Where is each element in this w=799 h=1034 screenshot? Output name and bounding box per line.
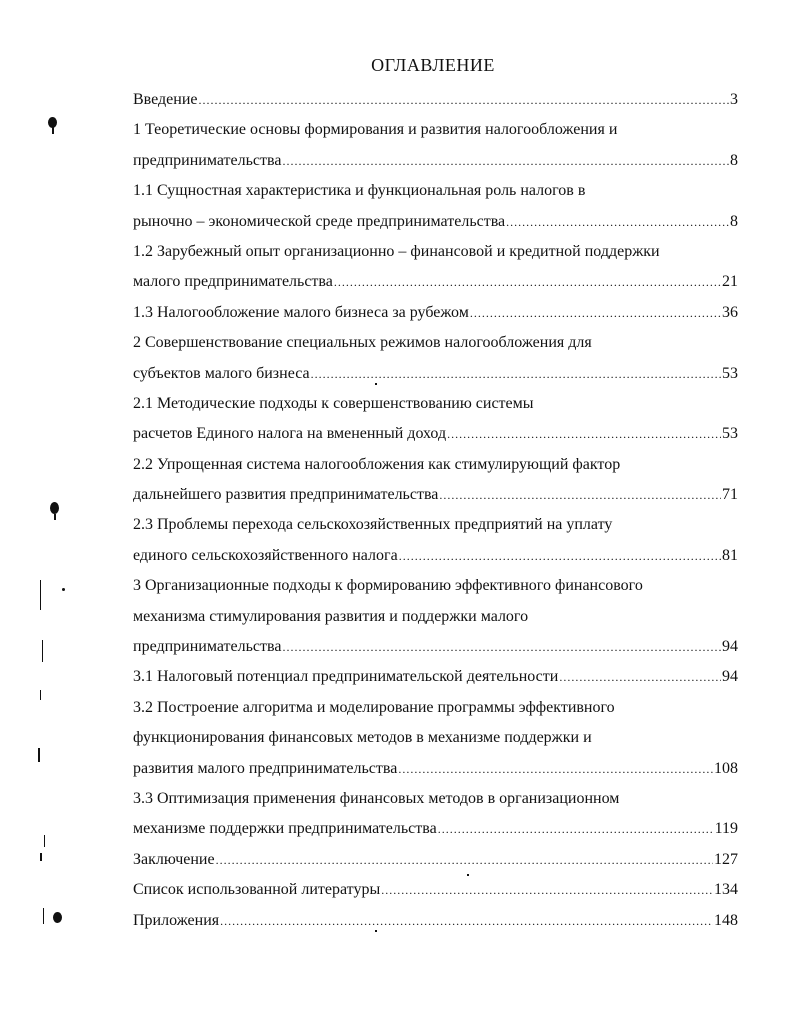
toc-entry-line [133,450,738,480]
toc-entry-line [133,571,738,601]
scan-mark [53,912,62,923]
toc-page-number: 108 [714,759,738,777]
toc-page-number: 148 [714,911,738,929]
toc-entry-text: субъектов малого бизнеса [133,364,310,382]
toc-entry-line [133,207,738,237]
toc-entry-line [133,298,738,328]
toc-page-number: 134 [714,881,738,899]
scan-mark [40,580,41,610]
toc-entry-text: Приложения [133,911,220,929]
scan-mark [40,690,41,700]
dot-leader [381,875,713,905]
toc-entry-text: 2.3 Проблемы перехода сельскохозяйственных предприятий на уплату [133,516,613,534]
toc-entry-text: 3.1 Налоговый потенциал предпринимательской деятельности [133,668,559,686]
toc-page-number: 8 [730,151,738,169]
toc-entry-text: 2.1 Методические подходы к совершенствованию системы [133,394,534,412]
toc-entry-line [133,146,738,176]
toc-entry-line [133,906,738,936]
dot-leader [334,267,721,297]
scan-mark [375,930,377,932]
scan-mark [42,640,43,662]
toc-page-number: 94 [722,638,738,656]
toc-entry-line [133,419,738,449]
toc-page-number: 8 [730,212,738,230]
toc-entry-text: предпринимательства [133,151,282,169]
toc-entry-line [133,267,738,297]
toc-entry-text: 3.3 Оптимизация применения финансовых методов в организационном [133,789,620,807]
scan-mark [54,514,56,520]
toc-entry-text: рыночно – экономической среде предпринимательства [133,212,506,230]
dot-leader [398,754,713,784]
dot-leader [470,298,721,328]
toc-entry-text: 1.1 Сущностная характеристика и функциональная роль налогов в [133,182,586,200]
toc-entry-text: 1.2 Зарубежный опыт организационно – финансовой и кредитной поддержки [133,242,660,260]
scan-mark [62,588,65,591]
toc-entry-line [133,662,738,692]
toc-entry-line [133,754,738,784]
toc-entry-text: малого предпринимательства [133,273,333,291]
toc-entry-line [133,115,738,145]
scan-mark [50,502,59,514]
toc-entry-text: развития малого предпринимательства [133,759,398,777]
scan-mark [44,835,45,847]
scan-mark [375,383,377,385]
toc-entry-line [133,845,738,875]
toc-entry-line [133,632,738,662]
scan-mark [52,127,54,134]
dot-leader [438,814,714,844]
dot-leader [439,480,721,510]
scan-mark [40,853,42,861]
dot-leader [559,662,721,692]
toc-page-number: 3 [730,91,738,108]
toc-page-number: 36 [722,303,738,321]
toc-entry-text: 2 Совершенствование специальных режимов налогообложения для [133,334,592,352]
toc-page-number: 127 [714,850,738,868]
toc-entry-text: 1.3 Налогообложение малого бизнеса за рубежом [133,303,469,321]
toc-page-number: 53 [722,364,738,382]
dot-leader [282,146,729,176]
toc-entry-text: 1 Теоретические основы формирования и развития налогообложения и [133,121,618,139]
dot-leader [220,906,713,936]
toc-entry-line [133,359,738,389]
toc-entry-text: единого сельскохозяйственного налога [133,546,398,564]
toc-entry-text: 3.2 Построение алгоритма и моделирование программы эффективного [133,698,615,716]
dot-leader [216,845,713,875]
toc-page-number: 53 [722,425,738,443]
toc-title: ОГЛАВЛЕНИЕ [371,55,495,75]
toc-entry-text: расчетов Единого налога на вмененный доход [133,425,447,443]
toc-entry-line [133,176,738,206]
toc-entry-line [133,85,738,115]
toc-entry-text: 2.2 Упрощенная система налогообложения как стимулирующий фактор [133,455,621,473]
toc-entry-line [133,723,738,753]
toc-entry-line [133,389,738,419]
toc-entry-text: предпринимательства [133,638,282,656]
dot-leader [399,541,721,571]
scan-mark [38,748,40,762]
dot-leader [506,207,729,237]
toc-entry-line [133,237,738,267]
dot-leader [199,85,730,115]
toc-page-number: 21 [722,273,738,291]
toc-entry-line [133,602,738,632]
toc-entry-line [133,328,738,358]
toc-entry-line [133,480,738,510]
dot-leader [311,359,721,389]
toc-entry-line [133,875,738,905]
dot-leader [447,419,721,449]
toc-entry-text: механизма стимулирования развития и поддержки малого [133,607,529,625]
toc-page-number: 119 [714,820,738,838]
toc-entry-text: Введение [133,91,198,108]
table-of-contents [133,85,738,936]
toc-entry-text: Список использованной литературы [133,881,381,899]
toc-entry-text: Заключение [133,850,215,868]
toc-entry-line [133,784,738,814]
scan-mark [467,874,469,876]
toc-page-number: 81 [722,546,738,564]
toc-entry-line [133,510,738,540]
toc-entry-text: 3 Организационные подходы к формированию эффективного финансового [133,577,643,595]
toc-entry-text: дальнейшего развития предпринимательства [133,486,439,504]
toc-entry-line [133,541,738,571]
toc-page-number: 94 [722,668,738,686]
toc-entry-line [133,693,738,723]
toc-entry-text: функционирования финансовых методов в механизме поддержки и [133,729,592,747]
dot-leader [282,632,721,662]
scan-mark [43,908,44,924]
toc-entry-text: механизме поддержки предпринимательства [133,820,437,838]
toc-page-number: 71 [722,486,738,504]
toc-entry-line [133,814,738,844]
